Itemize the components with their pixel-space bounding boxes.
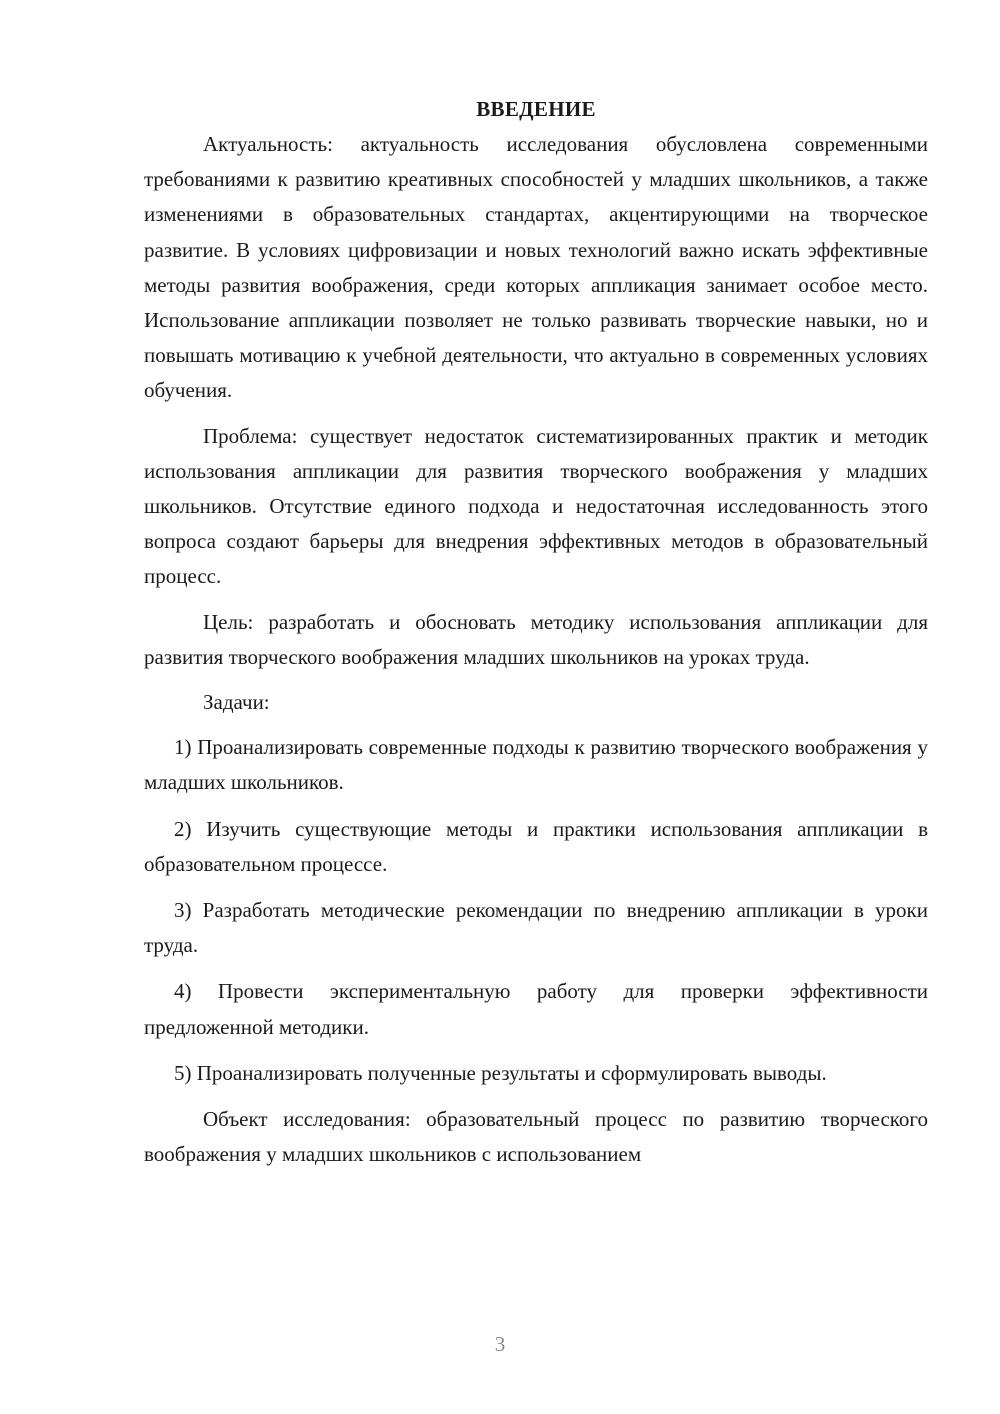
task-item: 1) Проанализировать современные подходы к развитию творческого воображения у младших школьников. [144, 735, 928, 795]
task-item: 4) Провести экспериментальную работу для проверки эффективности предложенной методики. [144, 979, 928, 1039]
problem-paragraph: Проблема: существует недостаток систематизированных практик и методик использования аппликации для развития творческого воображения у младших школьников. Отсутствие единого подхода и недостаточная исследованность этого вопроса создают барьеры для внедрения эффективных методов в образовательный процесс. [144, 423, 928, 589]
tasks-heading: Задачи: [203, 690, 270, 715]
object-paragraph: Объект исследования: образовательный процесс по развитию творческого воображения у младших школьников с использованием [144, 1107, 928, 1167]
section-title: ВВЕДЕНИЕ [476, 97, 596, 121]
task-item: 3) Разработать методические рекомендации по внедрению аппликации в уроки труда. [144, 898, 928, 958]
relevance-paragraph: Актуальность: актуальность исследования обусловлена современными требованиями к развитию креативных способностей у младших школьников, а также изменениями в образовательных стандартах, акцентирующими на творческое развитие. В условиях цифровизации и новых технологий важно искать эффективные методы развития воображения, среди которых аппликация занимает особое место. Использование аппликации позволяет не только развивать творческие навыки, но и повышать мотивацию к учебной деятельности, что актуально в современных условиях обучения. [144, 132, 928, 403]
tasks-list [144, 730, 928, 1091]
document-page [144, 92, 928, 1182]
page-number: 3 [494, 1332, 506, 1356]
goal-paragraph: Цель: разработать и обосновать методику использования аппликации для развития творческого воображения младших школьников на уроках труда. [144, 609, 928, 669]
task-item: 2) Изучить существующие методы и практики использования аппликации в образовательном процессе. [144, 816, 928, 876]
task-item: 5) Проанализировать полученные результаты и сформулировать выводы. [174, 1060, 827, 1085]
